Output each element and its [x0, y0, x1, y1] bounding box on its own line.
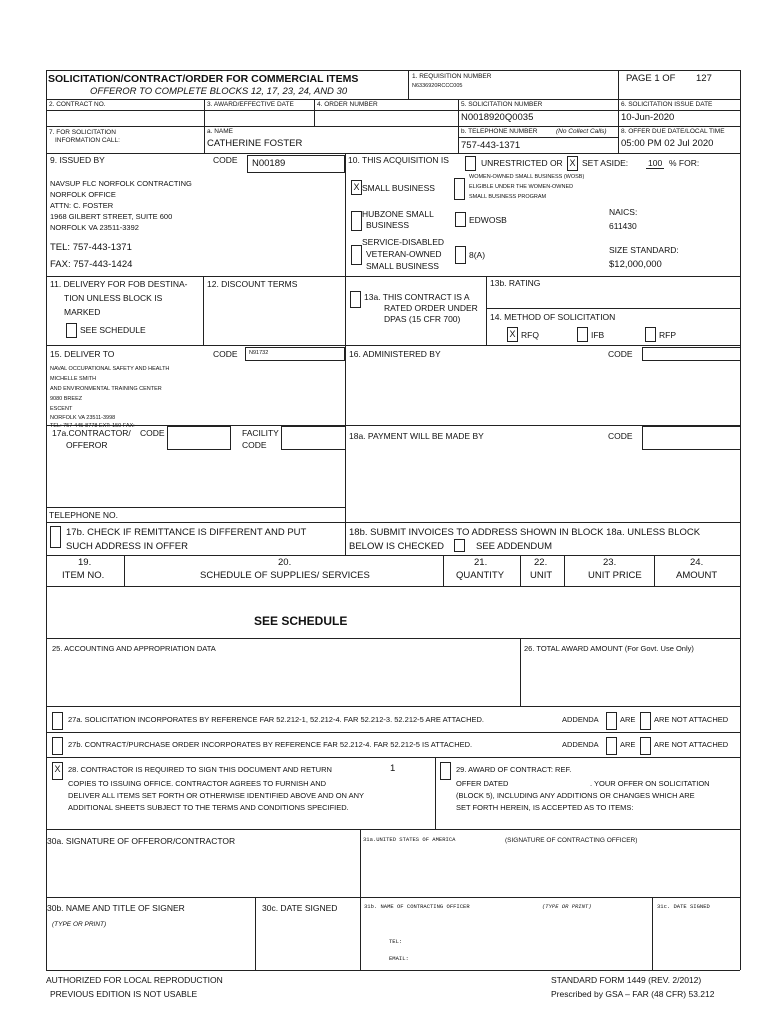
issued-by-code-label: CODE — [213, 155, 238, 165]
col-unit: UNIT — [530, 570, 553, 581]
27b-are: ARE — [620, 740, 636, 749]
rfp-checkbox[interactable] — [645, 327, 656, 342]
8a-checkbox[interactable] — [455, 246, 466, 264]
deliver-to-label: 15. DELIVER TO — [50, 349, 115, 359]
footer-form-number: STANDARD FORM 1449 (REV. 2/2012) — [551, 975, 702, 985]
total-award-label: 26. TOTAL AWARD AMOUNT (For Govt. Use Only) — [524, 644, 694, 653]
deliver-line-5: ESCENT — [50, 406, 73, 412]
addendum-checkbox[interactable] — [454, 539, 465, 552]
offeror-signature-label: 30a. SIGNATURE OF OFFEROR/CONTRACTOR — [47, 836, 236, 846]
deliver-line-4: 9080 BREEZ — [50, 396, 83, 402]
set-aside-checkbox[interactable]: X — [567, 156, 578, 171]
issuer-line-2: NORFOLK OFFICE — [50, 190, 116, 199]
deliver-to-code-box[interactable] — [245, 347, 345, 361]
col-unit-price: UNIT PRICE — [588, 570, 642, 581]
info-call-label-2: INFORMATION CALL: — [55, 137, 120, 144]
officer-email-label: EMAIL: — [389, 955, 409, 962]
col-19-number: 19. — [78, 557, 92, 568]
date-signed-field[interactable] — [257, 916, 358, 968]
name-label: a. NAME — [207, 128, 234, 135]
col-schedule: SCHEDULE OF SUPPLIES/ SERVICES — [200, 570, 370, 581]
small-business-label: SMALL BUSINESS — [362, 183, 435, 193]
requisition-number[interactable]: N6336920RCCC005 — [412, 83, 463, 89]
solicitation-number-label: 5. SOLICITATION NUMBER — [461, 101, 543, 108]
facility-code-box[interactable] — [281, 426, 346, 450]
usa-signature-note: (SIGNATURE OF CONTRACTING OFFICER) — [505, 837, 638, 844]
deliver-line-1: NAVAL OCCUPATIONAL SAFETY AND HEALTH — [50, 366, 170, 372]
29-line-1: 29. AWARD OF CONTRACT: REF. — [456, 765, 572, 774]
small-business-checkbox[interactable]: X — [351, 180, 362, 195]
27a-are-not: ARE NOT ATTACHED — [654, 715, 729, 724]
requisition-label: 1. REQUISITION NUMBER — [412, 73, 492, 80]
issuer-fax: FAX: 757-443-1424 — [50, 259, 133, 270]
ifb-label: IFB — [591, 330, 605, 340]
naics-value[interactable]: 611430 — [609, 221, 637, 231]
remittance-label-1: 17b. CHECK IF REMITTANCE IS DIFFERENT AND PUT — [66, 527, 307, 538]
telephone-note: (No Collect Calls) — [556, 128, 607, 135]
sdvosb-label-3: SMALL BUSINESS — [366, 261, 439, 271]
telephone-label: b. TELEPHONE NUMBER — [461, 128, 538, 135]
see-schedule-checkbox[interactable] — [66, 323, 77, 338]
offer-due-value[interactable]: 05:00 PM 02 Jul 2020 — [621, 138, 714, 149]
telephone-no-label: TELEPHONE NO. — [49, 510, 118, 520]
issuer-tel: TEL: 757-443-1371 — [50, 242, 132, 253]
size-standard-value[interactable]: $12,000,000 — [609, 259, 662, 270]
acquisition-label: 10. THIS ACQUISITION IS — [348, 155, 449, 165]
method-label: 14. METHOD OF SOLICITATION — [490, 312, 616, 322]
27a-are-not-checkbox[interactable] — [640, 712, 651, 730]
rated-order-label-1: 13a. THIS CONTRACT IS A — [364, 292, 470, 302]
submit-invoices-label: 18b. SUBMIT INVOICES TO ADDRESS SHOWN IN BLOCK 18a. UNLESS BLOCK — [349, 527, 701, 538]
size-standard-label: SIZE STANDARD: — [609, 245, 679, 255]
8a-label: 8(A) — [469, 250, 486, 260]
officer-type-print: (TYPE OR PRINT) — [542, 903, 592, 910]
administered-by-label: 16. ADMINISTERED BY — [349, 349, 441, 359]
col-22-number: 22. — [534, 557, 548, 568]
form-title: SOLICITATION/CONTRACT/ORDER FOR COMMERCIAL ITEMS — [48, 73, 359, 85]
issuer-line-1: NAVSUP FLC NORFOLK CONTRACTING — [50, 179, 192, 188]
signer-name-label: 30b. NAME AND TITLE OF SIGNER — [47, 903, 185, 913]
col-20-number: 20. — [278, 557, 292, 568]
deliver-line-2: MICHELLE SMITH — [50, 376, 97, 382]
29-line-2: OFFER DATED — [456, 779, 509, 788]
col-21-number: 21. — [474, 557, 488, 568]
27a-are-checkbox[interactable] — [606, 712, 617, 730]
sdvosb-label-2: VETERAN-OWNED — [366, 249, 442, 259]
28-line-4: ADDITIONAL SHEETS SUBJECT TO THE TERMS AND CONDITIONS SPECIFIED. — [68, 803, 349, 812]
rated-order-label-3: DPAS (15 CFR 700) — [384, 314, 461, 324]
27a-label: 27a. SOLICITATION INCORPORATES BY REFERENCE FAR 52.212-1, 52.212-4. FAR 52.212-3. 52.212-5 ARE ATTACHED. — [68, 715, 484, 724]
rated-order-checkbox[interactable] — [350, 291, 361, 308]
issued-by-code: N00189 — [252, 158, 286, 169]
deliver-line-7: TEL: 757-445-8778 EXT: 150 FAX: — [50, 423, 135, 429]
contractor-code-box[interactable] — [167, 426, 231, 450]
deliver-to-code: N91732 — [249, 350, 269, 356]
deliver-line-6: NORFOLK VA 23511-3998 — [50, 415, 116, 421]
signer-name-field[interactable] — [48, 932, 253, 968]
rated-order-label-2: RATED ORDER UNDER — [384, 303, 478, 313]
27b-are-checkbox[interactable] — [606, 737, 617, 755]
issued-by-code-box[interactable] — [247, 155, 345, 173]
deliver-to-code-label: CODE — [213, 349, 238, 359]
solicitation-number[interactable]: N0018920Q0035 — [461, 112, 534, 123]
contractor-code-label: CODE — [140, 428, 165, 438]
col-amount: AMOUNT — [676, 570, 718, 581]
col-24-number: 24. — [690, 557, 704, 568]
offeror-signature-field[interactable] — [48, 848, 358, 894]
27b-checkbox[interactable] — [52, 737, 63, 755]
schedule-see-schedule: SEE SCHEDULE — [254, 614, 348, 628]
page-total: 127 — [696, 73, 712, 84]
administered-code-label: CODE — [608, 349, 633, 359]
rfp-label: RFP — [659, 330, 676, 340]
payment-label: 18a. PAYMENT WILL BE MADE BY — [349, 431, 484, 441]
footer-prescribed: Prescribed by GSA – FAR (48 CFR) 53.212 — [551, 989, 715, 999]
award-date-label: 3. AWARD/EFFECTIVE DATE — [207, 101, 294, 108]
28-line-3: DELIVER ALL ITEMS SET FORTH OR OTHERWISE IDENTIFIED ABOVE AND ON ANY — [68, 791, 365, 800]
officer-signature-field[interactable] — [362, 848, 738, 894]
footer-previous-edition: PREVIOUS EDITION IS NOT USABLE — [50, 989, 198, 999]
contractor-label: 17a.CONTRACTOR/ — [52, 428, 131, 438]
27b-addenda: ADDENDA — [562, 740, 599, 749]
issued-by-label: 9. ISSUED BY — [50, 155, 105, 165]
rfq-label: RFQ — [521, 330, 539, 340]
issuer-line-4: 1968 GILBERT STREET, SUITE 600 — [50, 212, 173, 221]
hubzone-checkbox[interactable] — [351, 211, 362, 231]
page-label: PAGE 1 OF — [626, 73, 676, 84]
27a-addenda: ADDENDA — [562, 715, 599, 724]
facility-code-label: CODE — [242, 440, 267, 450]
27b-are-not-checkbox[interactable] — [640, 737, 651, 755]
discount-terms-label: 12. DISCOUNT TERMS — [207, 279, 298, 289]
officer-date-field[interactable] — [654, 916, 738, 968]
see-schedule-label: SEE SCHEDULE — [80, 325, 146, 335]
solicitation-date-label: 6. SOLICITATION ISSUE DATE — [621, 101, 713, 108]
offeror-label: OFFEROR — [66, 440, 108, 450]
facility-label: FACILITY — [242, 428, 279, 438]
usa-signature-label: 31a.UNITED STATES OF AMERICA — [363, 836, 456, 843]
contact-name[interactable]: CATHERINE FOSTER — [207, 138, 303, 149]
unrestricted-label: UNRESTRICTED OR — [481, 158, 563, 168]
ifb-checkbox[interactable] — [577, 327, 588, 342]
accounting-label: 25. ACCOUNTING AND APPROPRIATION DATA — [52, 644, 216, 653]
27b-label: 27b. CONTRACT/PURCHASE ORDER INCORPORATES BY REFERENCE FAR 52.212-4. FAR 52.212-5 IS ATTACHED. — [68, 740, 473, 749]
27a-checkbox[interactable] — [52, 712, 63, 730]
sdvosb-label-1: SERVICE-DISABLED — [362, 237, 445, 247]
officer-name-label: 31b. NAME OF CONTRACTING OFFICER — [364, 903, 470, 910]
wosb-label-2: ELIGIBLE UNDER THE WOMEN-OWNED — [469, 184, 574, 190]
delivery-label-2: TION UNLESS BLOCK IS — [64, 293, 163, 303]
wosb-label-3: SMALL BUSINESS PROGRAM — [469, 194, 547, 200]
28-line-1: 28. CONTRACTOR IS REQUIRED TO SIGN THIS DOCUMENT AND RETURN — [68, 765, 332, 774]
col-item-no: ITEM NO. — [62, 570, 105, 581]
col-23-number: 23. — [603, 557, 617, 568]
col-quantity: QUANTITY — [456, 570, 505, 581]
rfq-checkbox[interactable]: X — [507, 327, 518, 342]
officer-date-label: 31c. DATE SIGNED — [657, 903, 710, 910]
remittance-label-2: SUCH ADDRESS IN OFFER — [66, 541, 188, 552]
addendum-label: SEE ADDENDUM — [476, 541, 553, 552]
delivery-label-3: MARKED — [64, 307, 101, 317]
payment-code-box[interactable] — [642, 426, 741, 450]
28-checkbox[interactable]: X — [52, 762, 63, 780]
order-number-label: 4. ORDER NUMBER — [317, 101, 378, 108]
set-aside-percent[interactable]: 100 — [648, 158, 663, 168]
29-line-3: (BLOCK 5), INCLUDING ANY ADDITIONS OR CHANGES WHICH ARE — [456, 791, 695, 800]
hubzone-label-1: HUBZONE SMALL — [362, 209, 434, 219]
contract-no-label: 2. CONTRACT NO. — [49, 101, 106, 108]
set-aside-for: % FOR: — [669, 158, 700, 168]
wosb-checkbox[interactable] — [454, 178, 465, 200]
sdvosb-checkbox[interactable] — [351, 245, 362, 265]
date-signed-label: 30c. DATE SIGNED — [262, 903, 338, 913]
29-line-4: SET FORTH HEREIN, IS ACCEPTED AS TO ITEMS: — [456, 803, 634, 812]
offer-due-label: 8. OFFER DUE DATE/LOCAL TIME — [621, 128, 725, 135]
29-line-2b: . YOUR OFFER ON SOLICITATION — [590, 779, 710, 788]
wosb-label-1: WOMEN-OWNED SMALL BUSINESS (WOSB) — [469, 174, 585, 180]
issuer-line-5: NORFOLK VA 23511-3392 — [50, 223, 139, 232]
delivery-label-1: 11. DELIVERY FOR FOB DESTINA- — [50, 279, 188, 289]
unrestricted-checkbox[interactable] — [465, 156, 476, 171]
rating-label: 13b. RATING — [490, 278, 541, 288]
27a-are: ARE — [620, 715, 636, 724]
officer-tel-label: TEL: — [389, 938, 403, 945]
28-line-2: COPIES TO ISSUING OFFICE. CONTRACTOR AGREES TO FURNISH AND — [68, 779, 327, 788]
hubzone-label-2: BUSINESS — [366, 220, 409, 230]
naics-label: NAICS: — [609, 207, 638, 217]
administered-code-box[interactable] — [642, 347, 741, 361]
set-aside-label: SET ASIDE: — [582, 158, 629, 168]
29-checkbox[interactable] — [440, 762, 451, 780]
remittance-checkbox[interactable] — [50, 526, 61, 548]
solicitation-date[interactable]: 10-Jun-2020 — [621, 112, 675, 123]
submit-invoices-label-2: BELOW IS CHECKED — [349, 541, 445, 552]
edwosb-checkbox[interactable] — [455, 212, 466, 227]
issuer-line-3: ATTN: C. FOSTER — [50, 201, 114, 210]
form-subtitle: OFFEROR TO COMPLETE BLOCKS 12, 17, 23, 24, AND 30 — [90, 86, 348, 97]
27b-are-not: ARE NOT ATTACHED — [654, 740, 729, 749]
signer-type-print: (TYPE OR PRINT) — [52, 921, 107, 928]
info-call-label: 7. FOR SOLICITATION — [49, 129, 116, 136]
footer-authorized: AUTHORIZED FOR LOCAL REPRODUCTION — [46, 975, 223, 985]
payment-code-label: CODE — [608, 431, 633, 441]
telephone-number[interactable]: 757-443-1371 — [461, 140, 521, 151]
28-copies[interactable]: 1 — [390, 763, 396, 774]
deliver-line-3: AND ENVIRONMENTAL TRAINING CENTER — [50, 386, 162, 392]
edwosb-label: EDWOSB — [469, 215, 507, 225]
